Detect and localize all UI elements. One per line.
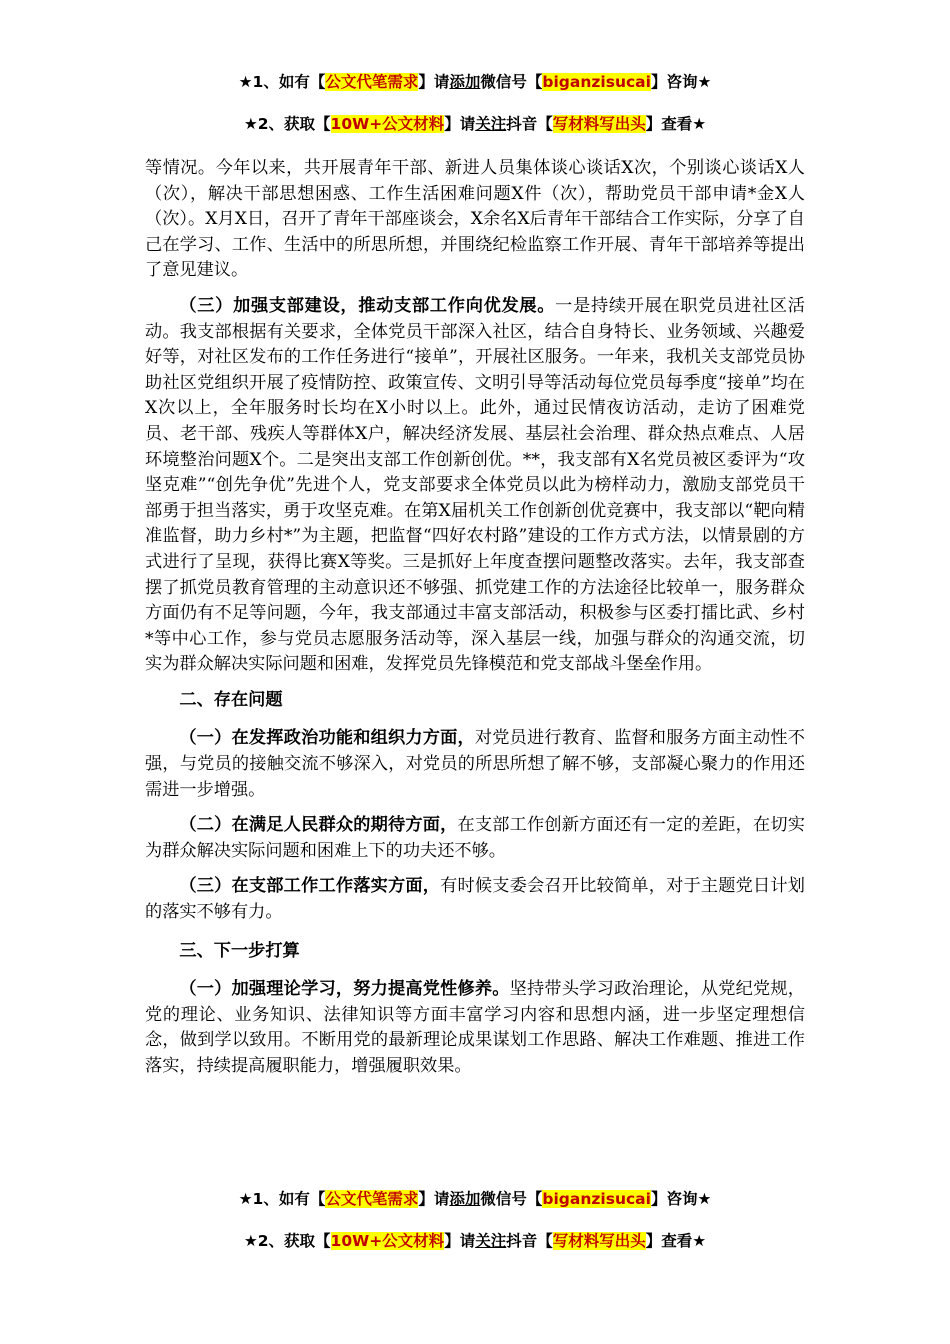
banner-text: 】请 [444, 115, 476, 133]
banner-text: ★1、如有【 [238, 1190, 326, 1208]
banner-text: 】咨询★ [650, 1190, 712, 1208]
paragraph-4 [145, 813, 805, 864]
paragraph-2-text: 一是持续开展在职党员进社区活动。我支部根据有关要求，全体党员干部深入社区，结合自身特长、业务领域、兴趣爱好等，对社区发布的工作任务进行“接单”，开展社区服务。一年来，我机关支部党员协助社区党组织开展了疫情防控、政策宣传、文明引导等活动每位党员每季度“接单”均在X次以上，全年服务时长均在X小时以上。此外，通过民情夜访活动，走访了困难党员、老干部、残疾人等群体X户，解决经济发展、基层社会治理、群众热点难点、人居环境整治问题X个。二是突出支部工作创新创优。**，我支部有X名党员被区委评为“攻坚克难”“创先争优”先进个人，党支部要求全体党员以此为榜样动力，激励支部党员干部勇于担当落实，勇于攻坚克难。在第X届机关工作创新创优竞赛中，我支部以“靶向精准监督，助力乡村*”为主题，把监督“四好农村路”建设的工作方式方法，以情景剧的方式进行了呈现，获得比赛X等奖。三是抓好上年度查摆问题整改落实。去年，我支部查摆了抓党员教育管理的主动意识还不够强、抓党建工作的方法途径比较单一，服务群众方面仍有不足等问题，今年，我支部通过丰富支部活动，积极参与区委打擂比武、乡村*等中心工作，参与党员志愿服务活动等，深入基层一线，加强与群众的沟通交流，切实为群众解决实际问题和困难，发挥党员先锋模范和党支部战斗堡垒作用。 [145, 295, 805, 675]
banner-bottom-line-1 [0, 1187, 950, 1209]
banner-text: 微信号【 [480, 1190, 543, 1208]
banner-bottom-line-2 [0, 1229, 950, 1251]
banner-top-line-1 [0, 70, 950, 92]
paragraph-6-text: 坚持带头学习政治理论，从党纪党规，党的理论、业务知识、法律知识等方面丰富学习内容和思想内涵，进一步坚定理想信念，做到学以致用。不断用党的最新理论成果谋划工作思路、解决工作难题、推进工作落实，持续提高履职能力，增强履职效果。 [145, 979, 805, 1076]
banner-text: ★2、获取【 [243, 1232, 331, 1250]
section-heading-3: 三、下一步打算 [179, 940, 300, 961]
banner-highlight: biganzisucai [542, 73, 651, 91]
paragraph-3-text: 对党员进行教育、监督和服务方面主动性不强，与党员的接触交流不够深入，对党员的所思所想了解不够，支部凝心聚力的作用还需进一步增强。 [145, 728, 805, 800]
banner-text: 】咨询★ [650, 73, 712, 91]
banner-highlight: 写材料写出头 [552, 115, 646, 133]
banner-highlight: 10W+公文材料 [330, 1232, 445, 1250]
paragraph-5-heading: （三）在支部工作工作落实方面， [179, 876, 441, 897]
paragraph-6 [145, 977, 805, 1079]
banner-highlight: biganzisucai [542, 1190, 651, 1208]
banner-top-line-2 [0, 112, 950, 134]
banner-text: 抖音【 [506, 115, 553, 133]
banner-emphasis: 关注 [475, 115, 507, 133]
paragraph-4-text: 在支部工作创新方面还有一定的差距，在切实为群众解决实际问题和困难上下的功夫还不够。 [145, 815, 805, 861]
banner-text: 微信号【 [480, 73, 543, 91]
banner-text: 】请 [418, 1190, 450, 1208]
document-body [145, 156, 805, 1080]
banner-emphasis: 关注 [475, 1232, 507, 1250]
paragraph-4-heading: （二）在满足人民群众的期待方面， [179, 815, 458, 836]
paragraph-3 [145, 726, 805, 803]
paragraph-3-heading: （一）在发挥政治功能和组织力方面， [179, 728, 475, 749]
banner-text: 】查看★ [645, 115, 707, 133]
paragraph-2-heading: （三）加强支部建设，推动支部工作向优发展。 [179, 295, 556, 316]
banner-emphasis: 添加 [449, 1190, 481, 1208]
banner-highlight: 公文代笔需求 [325, 73, 419, 91]
paragraph-1: 等情况。今年以来，共开展青年干部、新进人员集体谈心谈话X次，个别谈心谈话X人（次），解决干部思想困惑、工作生活困难问题X件（次），帮助党员干部申请*金X人（次）。X月X日，召开了青年干部座谈会，X余名X后青年干部结合工作实际，分享了自己在学习、工作、生活中的所思所想，并围绕纪检监察工作开展、青年干部培养等提出了意见建议。 [145, 158, 805, 281]
banner-highlight: 10W+公文材料 [330, 115, 445, 133]
paragraph-6-heading: （一）加强理论学习，努力提高党性修养。 [179, 979, 510, 1000]
banner-text: ★1、如有【 [238, 73, 326, 91]
banner-text: 】请 [444, 1232, 476, 1250]
paragraph-5 [145, 874, 805, 925]
banner-highlight: 公文代笔需求 [325, 1190, 419, 1208]
banner-text: 】请 [418, 73, 450, 91]
banner-text: 】查看★ [645, 1232, 707, 1250]
banner-highlight: 写材料写出头 [552, 1232, 646, 1250]
paragraph-2 [145, 294, 805, 678]
banner-text: 抖音【 [506, 1232, 553, 1250]
banner-emphasis: 添加 [449, 73, 481, 91]
paragraph-5-text: 有时候支委会召开比较简单，对于主题党日计划的落实不够有力。 [145, 876, 805, 923]
banner-text: ★2、获取【 [243, 115, 331, 133]
section-heading-2: 二、存在问题 [179, 689, 283, 710]
